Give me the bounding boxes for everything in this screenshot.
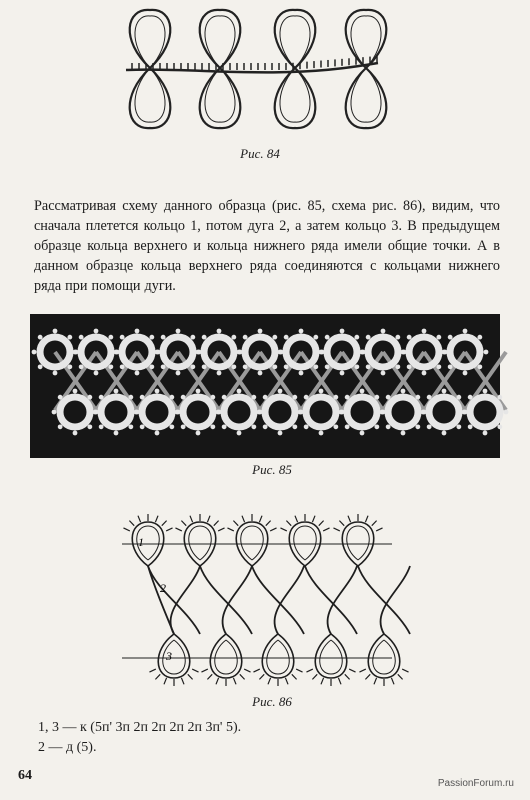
lace-picot — [38, 364, 43, 369]
scheme-picot — [266, 521, 271, 526]
fig84-lower-loop-inner — [205, 68, 235, 122]
scheme-picot — [201, 669, 207, 672]
lace-picot — [340, 329, 345, 334]
lace-picot — [135, 329, 140, 334]
fig84-chain — [126, 63, 378, 72]
lace-picot — [401, 431, 406, 436]
lace-picot — [462, 410, 467, 415]
scheme-picot — [321, 678, 324, 685]
scheme-picot — [188, 674, 193, 679]
lace-picot — [196, 350, 201, 355]
scheme-arc — [328, 566, 357, 634]
scheme-picot — [323, 528, 329, 531]
scheme-picot — [391, 678, 394, 685]
lace-picot — [313, 335, 318, 340]
lace-picot — [202, 364, 207, 369]
scheme-picot — [280, 528, 286, 531]
lace-picot — [210, 395, 215, 400]
scheme-picot — [164, 678, 167, 685]
scheme-arc — [305, 566, 357, 634]
lace-picot — [128, 424, 133, 429]
lace-picot — [114, 431, 119, 436]
lace-picot — [415, 424, 420, 429]
scheme-picot — [306, 669, 312, 672]
lace-picot — [237, 389, 242, 394]
lace-picot — [149, 335, 154, 340]
scheme-picot — [233, 678, 236, 685]
scheme-lower-ring-inner — [267, 640, 290, 674]
lace-picot — [231, 364, 236, 369]
scheme-picot — [296, 669, 302, 672]
fig84-lower-loop-inner — [280, 68, 310, 122]
scheme-picot — [216, 678, 219, 685]
scheme-picot — [268, 678, 271, 685]
scheme-arc — [223, 566, 252, 634]
lace-picot — [299, 329, 304, 334]
lace-picot — [120, 335, 125, 340]
lace-picot — [67, 364, 72, 369]
lace-picot — [176, 329, 181, 334]
lace-picot — [181, 395, 186, 400]
scheme-picot — [286, 521, 291, 526]
lace-picot — [442, 350, 447, 355]
lace-picot — [243, 364, 248, 369]
scheme-picot — [227, 528, 233, 531]
lace-picot — [395, 364, 400, 369]
lace-picot — [374, 395, 379, 400]
lace-picot — [456, 424, 461, 429]
scheme-picot — [345, 674, 350, 679]
scheme-picot — [312, 674, 317, 679]
fig84-lower-loop-inner — [351, 68, 381, 122]
scheme-arc — [171, 566, 200, 634]
scheme-picot — [349, 669, 355, 672]
lace-picot — [58, 395, 63, 400]
fig85-caption: Рис. 85 — [252, 462, 292, 477]
lace-picot — [278, 350, 283, 355]
lace-picot — [216, 410, 221, 415]
lace-picot — [407, 335, 412, 340]
lace-picot — [161, 335, 166, 340]
scheme-upper-ring-inner — [241, 526, 264, 560]
scheme-picot — [155, 674, 160, 679]
lace-picot — [386, 395, 391, 400]
lace-picot — [94, 329, 99, 334]
lace-picot — [422, 371, 427, 376]
lace-picot — [374, 424, 379, 429]
lace-picot — [169, 424, 174, 429]
scheme-picot — [348, 516, 351, 523]
scheme-picot — [270, 528, 276, 531]
scheme-picot — [207, 674, 212, 679]
lace-picot — [381, 371, 386, 376]
lace-picot — [468, 395, 473, 400]
scheme-picot — [295, 516, 298, 523]
lace-picot — [477, 335, 482, 340]
scheme-picot — [129, 521, 134, 526]
lace-picot — [278, 389, 283, 394]
scheme-picot — [259, 674, 264, 679]
lace-picot — [319, 389, 324, 394]
lace-picot — [395, 335, 400, 340]
scheme-picot — [374, 678, 377, 685]
scheme-picot — [240, 674, 245, 679]
lace-picot — [497, 424, 502, 429]
scheme-picot — [339, 521, 344, 526]
lace-picot — [263, 424, 268, 429]
lace-picot — [442, 389, 447, 394]
lace-picot — [53, 371, 58, 376]
scheme-upper-ring-inner — [189, 526, 212, 560]
lace-picot — [257, 410, 262, 415]
scheme-picot — [365, 674, 370, 679]
legend-line-1: 1, 3 — к (5п' 3п 2п 2п 2п 2п 3п' 5). — [38, 720, 242, 735]
scheme-picot — [123, 528, 129, 531]
lace-picot — [108, 335, 113, 340]
lace-picot — [477, 364, 482, 369]
lace-picot — [155, 389, 160, 394]
scheme-upper-ring-inner — [347, 526, 370, 560]
legend-line-2: 2 — д (5). — [38, 740, 97, 755]
lace-picot — [134, 410, 139, 415]
lace-picot — [73, 389, 78, 394]
lace-picot — [463, 371, 468, 376]
scheme-picot — [181, 521, 186, 526]
fig84-upper-loop-inner — [135, 16, 165, 68]
lace-picot — [333, 424, 338, 429]
lace-picot — [366, 335, 371, 340]
lace-picot — [135, 371, 140, 376]
lace-picot — [278, 431, 283, 436]
fig84-lower-loop-inner — [135, 68, 165, 122]
lace-picot — [196, 389, 201, 394]
scheme-picot — [233, 521, 238, 526]
scheme-picot — [166, 528, 172, 531]
scheme-picot — [242, 516, 245, 523]
lace-picot — [381, 329, 386, 334]
lace-picot — [345, 424, 350, 429]
lace-picot — [284, 335, 289, 340]
lace-picot — [217, 371, 222, 376]
lace-picot — [32, 350, 37, 355]
lace-picot — [210, 424, 215, 429]
figure-84-drawing — [0, 0, 530, 140]
lace-picot — [190, 364, 195, 369]
scheme-label-arc2: 2 — [160, 581, 166, 595]
lace-picot — [292, 424, 297, 429]
lace-picot — [67, 335, 72, 340]
lace-picot — [463, 329, 468, 334]
lace-picot — [169, 395, 174, 400]
lace-picot — [251, 424, 256, 429]
lace-picot — [442, 431, 447, 436]
lace-picot — [360, 389, 365, 394]
lace-picot — [263, 395, 268, 400]
figure-86-scheme — [0, 510, 530, 690]
scheme-picot — [319, 521, 324, 526]
body-paragraph: Рассматривая схему данного образца (рис. 85, схема рис. 86), видим, что сначала плетется кольцо 1, потом дуга 2, а затем кольцо 3. В предыдущем образце кольца верхнего и кольца нижнего ряда имели общие точки. А в данном образце кольца верхнего ряда соединяются с кольцами нижнего ряда при помощи дуги. — [34, 198, 500, 294]
scheme-arc — [148, 566, 200, 634]
lace-picot — [87, 424, 92, 429]
scheme-picot — [253, 669, 259, 672]
lace-picot — [272, 364, 277, 369]
lace-picot — [196, 431, 201, 436]
lace-picot — [504, 410, 509, 415]
lace-picot — [155, 431, 160, 436]
lace-picot — [120, 364, 125, 369]
scheme-picot — [138, 516, 141, 523]
lace-picot — [319, 431, 324, 436]
lace-picot — [354, 364, 359, 369]
lace-picot — [366, 364, 371, 369]
lace-picot — [298, 410, 303, 415]
lace-picot — [415, 395, 420, 400]
scheme-picot — [162, 521, 167, 526]
lace-picot — [94, 371, 99, 376]
lace-picot — [360, 431, 365, 436]
lace-picot — [299, 371, 304, 376]
lace-picot — [421, 410, 426, 415]
lace-picot — [422, 329, 427, 334]
lace-picot — [38, 335, 43, 340]
scheme-picot — [207, 516, 210, 523]
lace-picot — [292, 395, 297, 400]
fig84-upper-loop-inner — [280, 16, 310, 68]
scheme-picot — [192, 669, 198, 672]
lace-picot — [407, 364, 412, 369]
lace-picot — [258, 329, 263, 334]
lace-picot — [53, 329, 58, 334]
lace-picot — [448, 364, 453, 369]
lace-picot — [161, 364, 166, 369]
lace-picot — [401, 350, 406, 355]
lace-picot — [313, 364, 318, 369]
lace-picot — [222, 424, 227, 429]
lace-picot — [93, 410, 98, 415]
lace-picot — [79, 364, 84, 369]
scheme-arc — [358, 566, 410, 634]
lace-picot — [237, 350, 242, 355]
scheme-upper-ring-inner — [294, 526, 317, 560]
figure-85-photo — [0, 312, 530, 462]
scheme-picot — [312, 516, 315, 523]
scheme-picot — [333, 528, 339, 531]
lace-picot — [222, 395, 227, 400]
lace-picot — [354, 335, 359, 340]
scheme-picot — [285, 678, 288, 685]
fig84-upper-loop-inner — [205, 16, 235, 68]
lace-picot — [181, 424, 186, 429]
lace-picot — [456, 395, 461, 400]
lace-picot — [360, 350, 365, 355]
lace-picot — [436, 364, 441, 369]
watermark: PassionForum.ru — [437, 778, 514, 789]
scheme-picot — [376, 528, 382, 531]
lace-picot — [386, 424, 391, 429]
scheme-arc — [381, 566, 410, 634]
lace-picot — [52, 410, 57, 415]
scheme-picot — [155, 516, 158, 523]
lace-picot — [202, 335, 207, 340]
scheme-arc — [252, 566, 304, 634]
lace-picot — [427, 395, 432, 400]
lace-picot — [345, 395, 350, 400]
lace-picot — [155, 350, 160, 355]
lace-picot — [231, 335, 236, 340]
lace-picot — [243, 335, 248, 340]
lace-picot — [436, 335, 441, 340]
lace-picot — [325, 335, 330, 340]
lace-picot — [140, 424, 145, 429]
lace-picot — [258, 371, 263, 376]
lace-picot — [448, 335, 453, 340]
scheme-picot — [365, 516, 368, 523]
scheme-picot — [181, 678, 184, 685]
lace-picot — [483, 431, 488, 436]
lace-picot — [99, 395, 104, 400]
lace-picot — [284, 364, 289, 369]
scheme-picot — [175, 528, 181, 531]
lace-picot — [175, 410, 180, 415]
scheme-picot — [338, 678, 341, 685]
fig86-caption: Рис. 86 — [252, 694, 292, 709]
scheme-picot — [398, 674, 403, 679]
scheme-picot — [190, 516, 193, 523]
lace-picot — [333, 395, 338, 400]
scheme-arc — [275, 566, 304, 634]
lace-picot — [73, 431, 78, 436]
lace-picot — [484, 350, 489, 355]
lace-picot — [58, 424, 63, 429]
lace-picot — [497, 395, 502, 400]
lace-picot — [190, 335, 195, 340]
lace-picot — [251, 395, 256, 400]
scheme-picot — [359, 669, 365, 672]
lace-picot — [149, 364, 154, 369]
lace-picot — [237, 431, 242, 436]
lace-picot — [339, 410, 344, 415]
lace-picot — [272, 335, 277, 340]
lace-picot — [319, 350, 324, 355]
lace-picot — [140, 395, 145, 400]
lace-picot — [128, 395, 133, 400]
lace-picot — [114, 389, 119, 394]
scheme-label-ring1: 1 — [138, 535, 144, 549]
scheme-picot — [372, 521, 377, 526]
scheme-picot — [218, 528, 224, 531]
lace-picot — [427, 424, 432, 429]
lace-picot — [380, 410, 385, 415]
scheme-lower-ring-inner — [373, 640, 396, 674]
scheme-picot — [214, 521, 219, 526]
lace-picot — [340, 371, 345, 376]
fig84-caption: Рис. 84 — [240, 146, 280, 161]
scheme-label-ring3: 3 — [166, 649, 172, 663]
lace-picot — [483, 389, 488, 394]
lace-picot — [108, 364, 113, 369]
scheme-lower-ring-inner — [320, 640, 343, 674]
lace-picot — [304, 395, 309, 400]
scheme-picot — [402, 669, 408, 672]
scheme-lower-ring-inner — [215, 640, 238, 674]
lace-picot — [87, 395, 92, 400]
scheme-arc-2 — [148, 566, 174, 634]
lace-picot — [176, 371, 181, 376]
lace-picot — [468, 424, 473, 429]
lace-picot — [401, 389, 406, 394]
scheme-arc — [200, 566, 252, 634]
lace-picot — [73, 350, 78, 355]
scheme-picot — [292, 674, 297, 679]
lace-picot — [114, 350, 119, 355]
lace-picot — [217, 329, 222, 334]
lace-picot — [325, 364, 330, 369]
scheme-picot — [259, 516, 262, 523]
scheme-picot — [244, 669, 250, 672]
scheme-picot — [149, 669, 155, 672]
lace-picot — [99, 424, 104, 429]
page-number: 64 — [18, 768, 32, 783]
lace-picot — [79, 335, 84, 340]
lace-picot — [304, 424, 309, 429]
